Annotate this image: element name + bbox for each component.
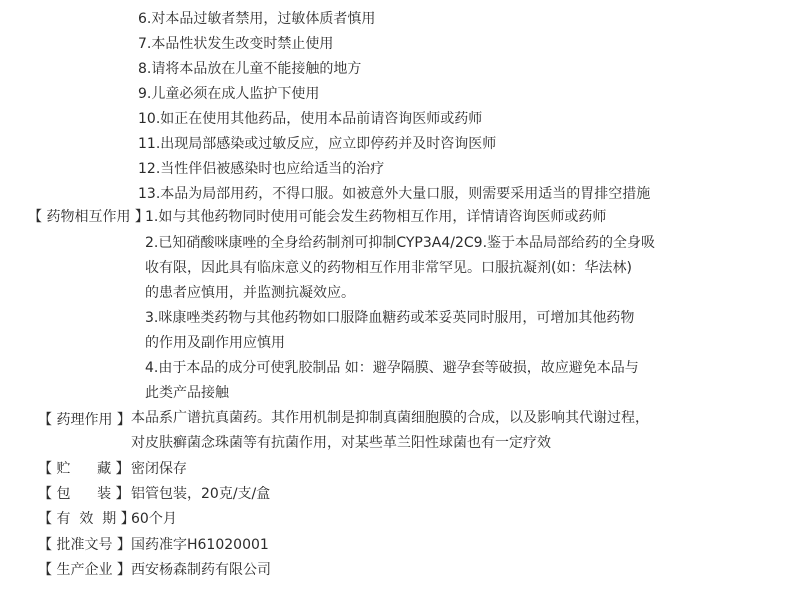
cut-off-line — [138, 0, 142, 8]
validity-label: 【 有 效 期 】 — [38, 511, 135, 527]
storage-label: 【 贮 藏 】 — [38, 461, 130, 477]
interactions-label: 【 药物相互作用 】 — [28, 209, 149, 225]
precaution-item: 6.对本品过敏者禁用，过敏体质者慎用 — [138, 11, 376, 27]
package-label: 【 包 装 】 — [38, 486, 130, 502]
approval-value: 国药准字H61020001 — [131, 537, 269, 553]
interactions-line: 的患者应慎用，并监测抗凝效应。 — [145, 285, 355, 301]
precaution-item: 7.本品性状发生改变时禁止使用 — [138, 36, 334, 52]
validity-value: 60个月 — [131, 511, 177, 527]
pharmacology-label: 【 药理作用 】 — [38, 412, 131, 428]
interactions-line: 收有限，因此具有临床意义的药物相互作用非常罕见。口服抗凝剂(如：华法林) — [145, 260, 632, 276]
approval-label: 【 批准文号 】 — [38, 537, 131, 553]
precaution-item: 13.本品为局部用药，不得口服。如被意外大量口服，则需要采用适当的胃排空措施 — [138, 186, 651, 202]
manufacturer-value: 西安杨森制药有限公司 — [131, 562, 271, 578]
interactions-line: 4.由于本品的成分可使乳胶制品 如：避孕隔膜、避孕套等破损，故应避免本品与 — [145, 360, 639, 376]
interactions-line: 1.如与其他药物同时使用可能会发生药物相互作用，详情请咨询医师或药师 — [145, 209, 607, 225]
precaution-item: 11.出现局部感染或过敏反应，应立即停药并及时咨询医师 — [138, 136, 497, 152]
interactions-line: 此类产品接触 — [145, 385, 229, 401]
precaution-item: 12.当性伴侣被感染时也应给适当的治疗 — [138, 161, 385, 177]
manufacturer-label: 【 生产企业 】 — [38, 562, 131, 578]
precaution-item: 8.请将本品放在儿童不能接触的地方 — [138, 61, 362, 77]
pharmacology-line: 本品系广谱抗真菌药。其作用机制是抑制真菌细胞膜的合成，以及影响其代谢过程， — [131, 410, 649, 426]
precaution-item: 10.如正在使用其他药品，使用本品前请咨询医师或药师 — [138, 111, 483, 127]
interactions-line: 的作用及副作用应慎用 — [145, 335, 285, 351]
pharmacology-line: 对皮肤癣菌念珠菌等有抗菌作用，对某些革兰阳性球菌也有一定疗效 — [131, 435, 551, 451]
storage-value: 密闭保存 — [131, 461, 187, 477]
interactions-line: 2.已知硝酸咪康唑的全身给药制剂可抑制CYP3A4/2C9.鉴于本品局部给药的全身吸 — [145, 235, 656, 251]
package-value: 铝管包装，20克/支/盒 — [131, 486, 271, 502]
interactions-line: 3.咪康唑类药物与其他药物如口服降血糖药或苯妥英同时服用，可增加其他药物 — [145, 310, 635, 326]
precaution-item: 9.儿童必须在成人监护下使用 — [138, 86, 320, 102]
